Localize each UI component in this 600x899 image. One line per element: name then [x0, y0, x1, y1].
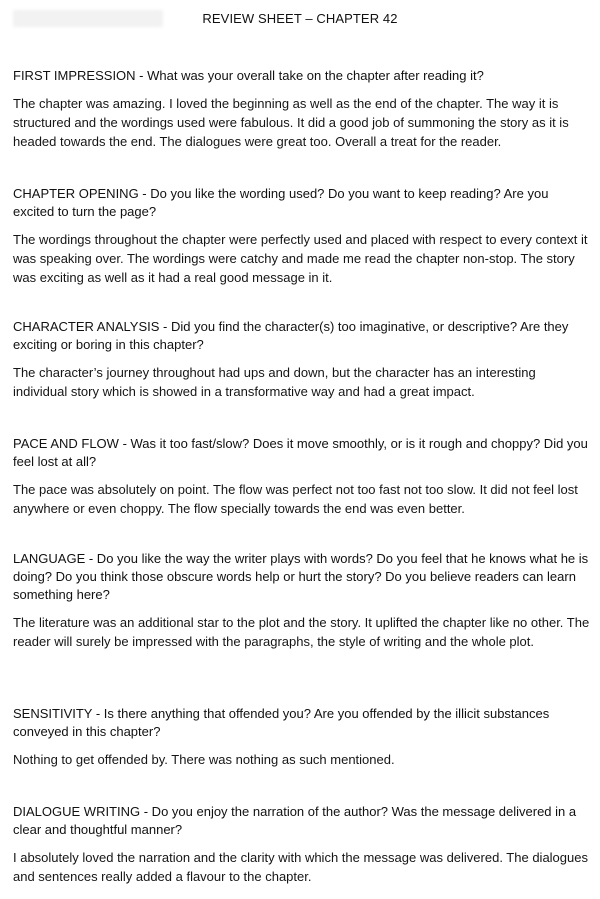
- section-dialogue-writing: [13, 803, 591, 886]
- section-language: [13, 550, 591, 651]
- answer-text: The chapter was amazing. I loved the beginning as well as the end of the chapter. The way it is structured and the wordings used were fabulous. It did a good job of summoning the story as it is headed towards the end. The dialogues were great too. Overall a treat for the reader.: [13, 96, 569, 149]
- question: [13, 705, 591, 741]
- section-label: PACE AND FLOW: [13, 436, 119, 451]
- section-label: DIALOGUE WRITING: [13, 804, 141, 819]
- section-first-impression: [13, 67, 591, 151]
- page-title: REVIEW SHEET – CHAPTER 42: [202, 11, 398, 26]
- question-text: - Do you like the way the writer plays with words? Do you feel that he knows what he is doing? Do you think those obscure words help or hurt the story? Do you believe readers can learn something here?: [13, 551, 589, 602]
- question: [13, 550, 591, 604]
- section-character-analysis: [13, 318, 591, 401]
- question: [13, 318, 591, 354]
- answer-text: The wordings throughout the chapter were perfectly used and placed with respect to every context it was speaking over. The wordings were catchy and made me read the chapter non-stop. The story was exciting as well as it had a real good message in it.: [13, 232, 588, 285]
- answer-text: I absolutely loved the narration and the clarity with which the message was delivered. The dialogues and sentences really added a flavour to the chapter.: [13, 850, 588, 884]
- question-text: - Do you like the wording used? Do you want to keep reading? Are you excited to turn the page?: [13, 186, 549, 219]
- question-text: - Was it too fast/slow? Does it move smoothly, or is it rough and choppy? Did you feel lost at all?: [13, 436, 588, 469]
- question: [13, 803, 591, 839]
- question-text: - Do you enjoy the narration of the author? Was the message delivered in a clear and thoughtful manner?: [13, 804, 577, 837]
- question: [13, 67, 591, 85]
- section-label: CHAPTER OPENING: [13, 186, 139, 201]
- answer-text: Nothing to get offended by. There was nothing as such mentioned.: [13, 752, 395, 767]
- section-label: CHARACTER ANALYSIS: [13, 319, 160, 334]
- section-chapter-opening: [13, 185, 591, 287]
- answer-text: The literature was an additional star to the plot and the story. It uplifted the chapter like no other. The reader will surely be impressed with the paragraphs, the style of writing and the whole plot.: [13, 615, 590, 649]
- answer-text: The pace was absolutely on point. The flow was perfect not too fast not too slow. It did not feel lost anywhere or even choppy. The flow specially towards the end was even better.: [13, 482, 578, 516]
- question: [13, 185, 591, 221]
- section-label: LANGUAGE: [13, 551, 86, 566]
- section-label: SENSITIVITY: [13, 706, 93, 721]
- section-label: FIRST IMPRESSION: [13, 68, 136, 83]
- question-text: - What was your overall take on the chapter after reading it?: [135, 68, 484, 83]
- question: [13, 435, 591, 471]
- section-sensitivity: [13, 705, 591, 769]
- answer-text: The character’s journey throughout had ups and down, but the character has an interesting individual story which is showed in a transformative way and had a great impact.: [13, 365, 536, 399]
- question-text: - Did you find the character(s) too imaginative, or descriptive? Are they exciting or boring in this chapter?: [13, 319, 569, 352]
- section-pace-and-flow: [13, 435, 591, 518]
- question-text: - Is there anything that offended you? Are you offended by the illicit substances conveyed in this chapter?: [13, 706, 550, 739]
